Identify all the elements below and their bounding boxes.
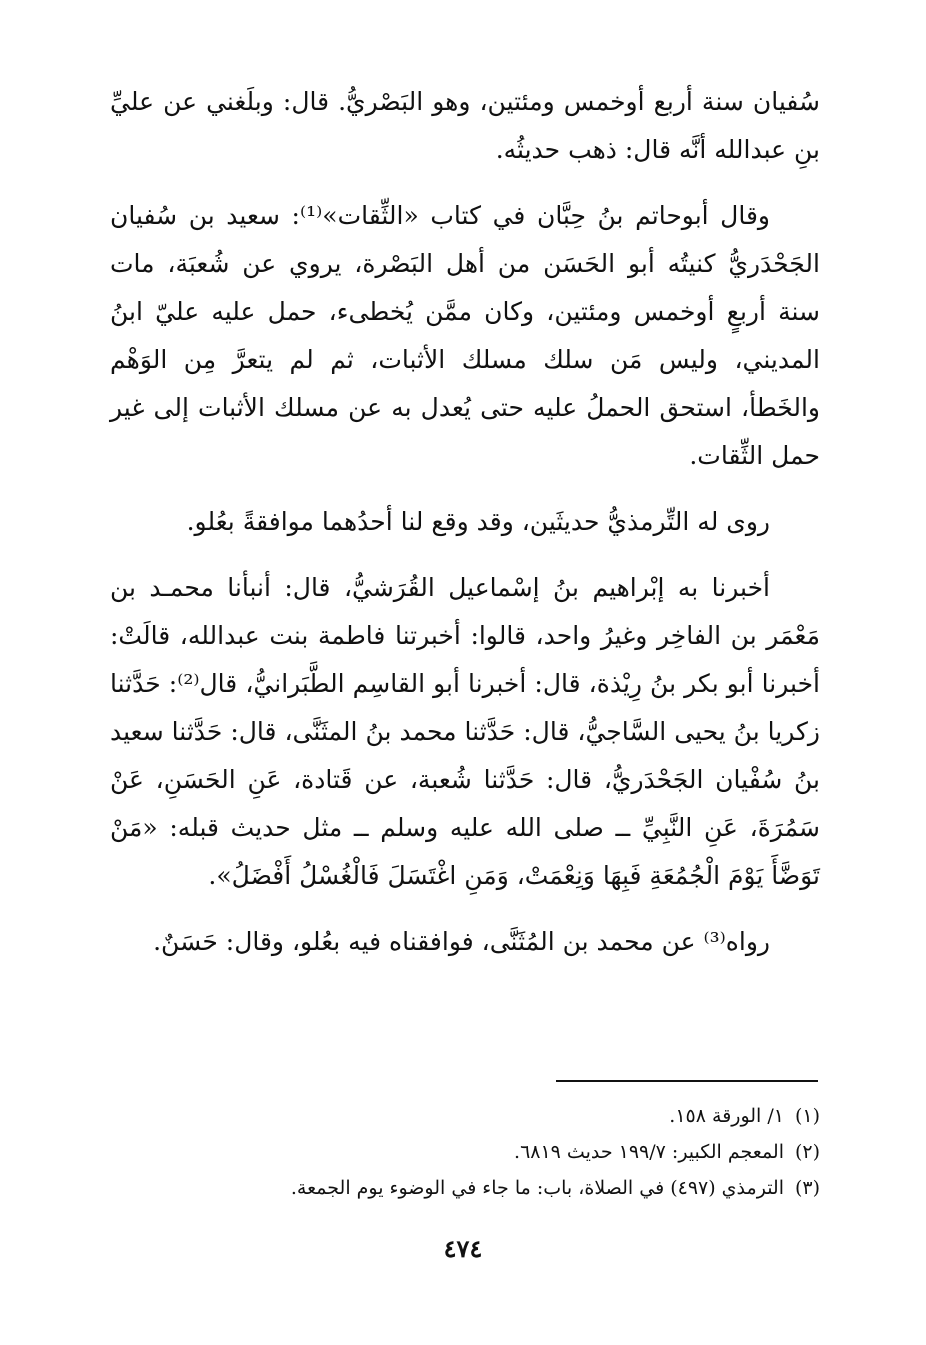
footnote-number: (١) (794, 1105, 820, 1127)
footnotes (150, 1098, 820, 1206)
paragraph-3: روى له التِّرمذيُّ حديثَين، وقد وقع لنا أحدُهما موافقةً بعُلو. (186, 507, 770, 536)
footnote-number: (٢) (794, 1141, 820, 1163)
footnote-text: الترمذي (٤٩٧) في الصلاة، باب: ما جاء في الوضوء يوم الجمعة. (290, 1177, 784, 1199)
footnote-text: المعجم الكبير: ١٩٩/٧ حديث ٦٨١٩. (514, 1141, 784, 1163)
footnote-number: (٣) (794, 1177, 820, 1199)
paragraph-4: أخبرنا به إبْراهيم بنُ إسْماعيل القُرَشيُّ، قال: أنبأنا محمـد بن مَعْمَر بن الفاخِر وغيرُ واحد، قالوا: أخبرتنا فاطمة بنت عبدالله، قالَتْ: أخبرنا أبو بكر بنُ رِيْذة، قال: أخبرنا أبو القاسِم الطَّبَرانيُّ، قال⁽²⁾: حَدَّثنا زكريا بنُ يحيى السَّاجيُّ، قال: حَدَّثنا محمد بنُ المثَنَّى، قال: حَدَّثنا سعيد بنُ سُفْيان الجَحْدَريُّ، قال: حَدَّثنا شُعبة، عن قَتادة، عَنِ الحَسَنِ، عَنْ سَمُرَةَ، عَنِ النَّبِيِّ ــ صلى الله عليه وسلم ــ مثل حديث قبله: «مَنْ تَوَضَّأَ يَوْمَ الْجُمُعَةِ فَبِهَا وَنِعْمَتْ، وَمَنِ اغْتَسَلَ فَالْغُسْلُ أَفْضَلُ». (110, 573, 820, 890)
footnote-separator (556, 1080, 818, 1082)
paragraph-2: وقال أبوحاتم بنُ حِبَّان في كتاب «الثِّقات»⁽¹⁾: سعيد بن سُفيان الجَحْدَريُّ كنيتُه أبو الحَسَن من أهل البَصْرة، يروي عن شُعبَة، مات سنة أربعٍ أوخمس ومئتين، وكان ممَّن يُخطىء، حمل عليه عليّ ابنُ المديني، وليس مَن سلك مسلك الأثبات، ثم لم يتعرَّ مِن الوَهْم والخَطأ، استحق الحملُ عليه حتى يُعدل به عن مسلك الأثبات إلى غير حمل الثِّقات. (110, 201, 820, 470)
page-number: ٤٧٤ (443, 1234, 483, 1263)
footnote-2 (150, 1134, 820, 1170)
main-text-body (110, 78, 820, 966)
paragraph-1: سُفيان سنة أربع أوخمس ومئتين، وهو البَصْريُّ. قال: وبلَغني عن عليِّ بنِ عبدالله أنَّه قال: ذهب حديثُه. (110, 87, 820, 164)
footnote-text: ١/ الورقة ١٥٨. (669, 1105, 784, 1127)
paragraph-5: رواه⁽³⁾ عن محمد بن المُثَنَّى، فوافقناه فيه بعُلو، وقال: حَسَنٌ. (153, 927, 770, 956)
footnote-1 (150, 1098, 820, 1134)
footnote-3 (150, 1170, 820, 1206)
